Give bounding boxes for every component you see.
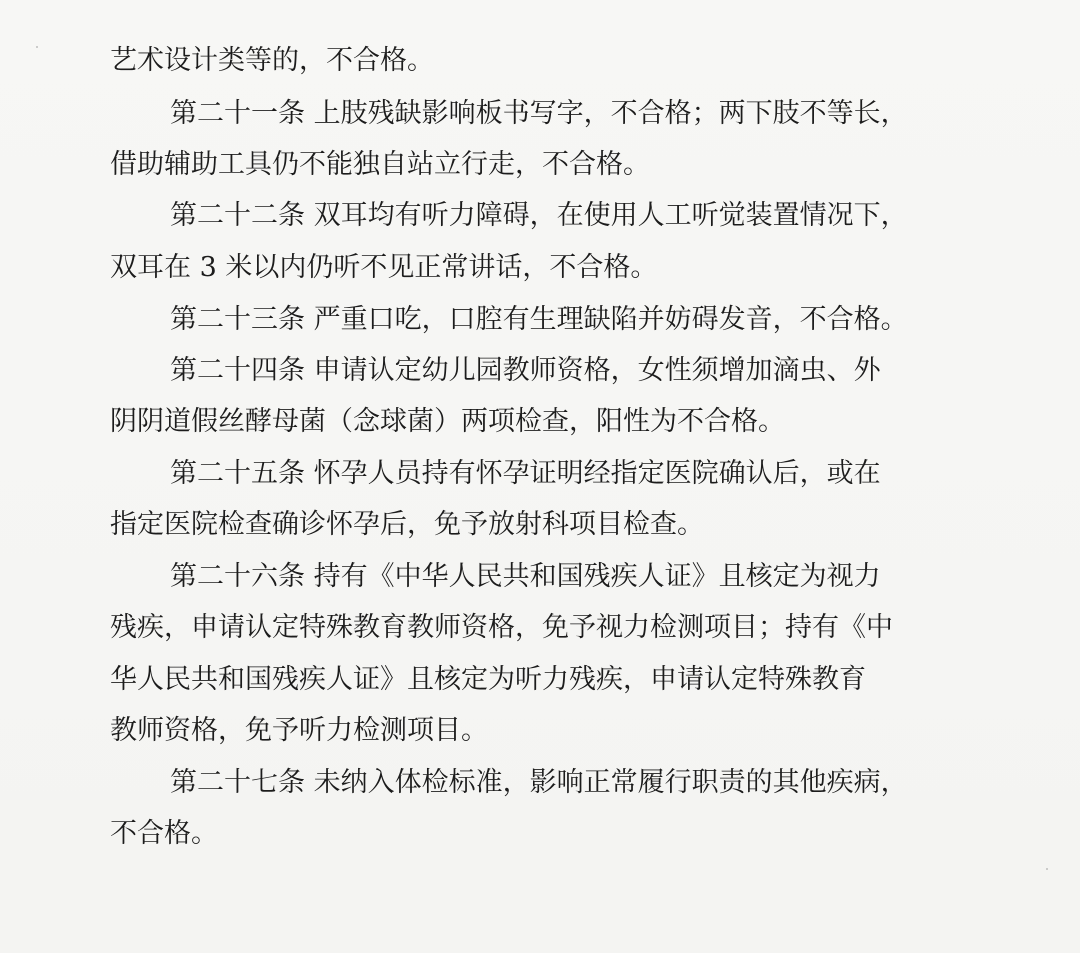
text-line: 第二十四条 申请认定幼儿园教师资格，女性须增加滴虫、外 xyxy=(170,355,881,386)
text-line: 教师资格，免予听力检测项目。 xyxy=(110,715,488,746)
text-line: 第二十七条 未纳入体检标准，影响正常履行职责的其他疾病， xyxy=(170,767,908,798)
text-line: 第二十三条 严重口吃，口腔有生理缺陷并妨碍发音，不合格。 xyxy=(170,304,908,335)
text-line: 双耳在 3 米以内仍听不见正常讲话，不合格。 xyxy=(110,252,658,283)
text-line: 第二十五条 怀孕人员持有怀孕证明经指定医院确认后，或在 xyxy=(170,458,881,489)
text-line: 不合格。 xyxy=(110,818,218,849)
text-line: 第二十六条 持有《中华人民共和国残疾人证》且核定为视力 xyxy=(170,561,881,592)
text-line: 指定医院检查确诊怀孕后，免予放射科项目检查。 xyxy=(110,509,704,540)
text-line: 借助辅助工具仍不能独自站立行走，不合格。 xyxy=(110,149,650,180)
text-line: 第二十二条 双耳均有听力障碍，在使用人工听觉装置情况下， xyxy=(170,200,908,231)
text-line: 残疾，申请认定特殊教育教师资格，免予视力检测项目；持有《中 xyxy=(110,612,893,643)
scan-speck xyxy=(36,46,38,48)
text-line: 阴阴道假丝酵母菌（念球菌）两项检查，阳性为不合格。 xyxy=(110,406,785,437)
scan-speck xyxy=(1046,868,1048,870)
text-line: 艺术设计类等的，不合格。 xyxy=(110,45,434,76)
text-line: 华人民共和国残疾人证》且核定为听力残疾，申请认定特殊教育 xyxy=(110,664,866,695)
text-line: 第二十一条 上肢残缺影响板书写字，不合格；两下肢不等长， xyxy=(170,98,908,129)
